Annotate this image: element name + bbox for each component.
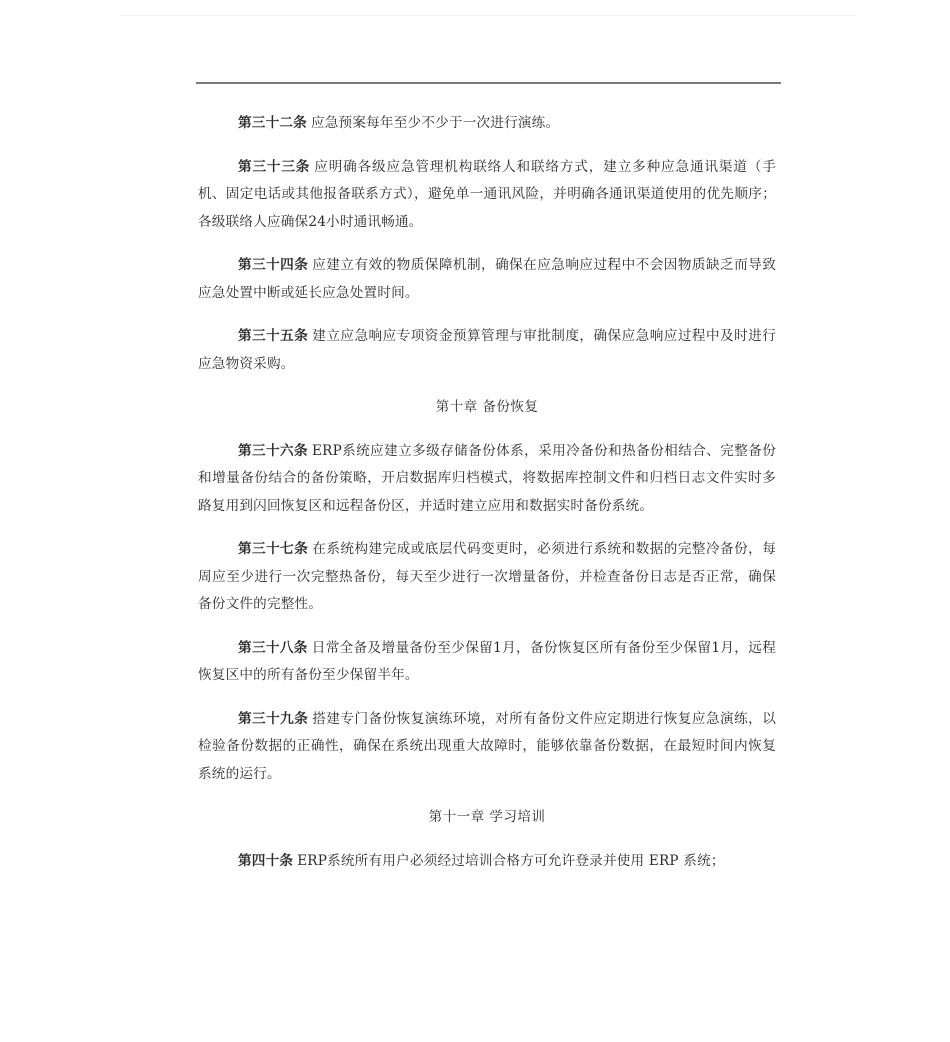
article-36 (198, 438, 776, 521)
article-text: 搭建专门备份恢复演练环境，对所有备份文件应定期进行恢复应急演练，以检验备份数据的正确性，确保在系统出现重大故障时，能够依靠备份数据，在最短时间内恢复系统的运行。 (198, 710, 776, 782)
article-39 (198, 706, 776, 789)
article-33 (198, 154, 776, 237)
article-text: 应明确各级应急管理机构联络人和联络方式，建立多种应急通讯渠道（手机、固定电话或其他报备联系方式），避免单一通讯风险，并明确各通讯渠道使用的优先顺序；各级联络人应确保24小时通讯畅通。 (198, 158, 776, 230)
article-text: 应急预案每年至少不少于一次进行演练。 (310, 115, 560, 131)
article-text: 在系统构建完成或底层代码变更时，必须进行系统和数据的完整冷备份，每周应至少进行一次完整热备份，每天至少进行一次增量备份，并检查备份日志是否正常，确保备份文件的完整性。 (198, 541, 776, 612)
article-text: 日常全备及增量备份至少保留1月，备份恢复区所有备份至少保留1月，远程恢复区中的所有备份至少保留半年。 (198, 639, 776, 683)
article-40 (198, 848, 776, 876)
article-text: ERP系统应建立多级存储备份体系，采用冷备份和热备份相结合、完整备份和增量备份结合的备份策略，开启数据库归档模式，将数据库控制文件和归档日志文件实时多路复用到闪回恢复区和远程备份区，并适时建立应用和数据实时备份系统。 (198, 442, 776, 514)
article-number: 第三十九条 (238, 710, 309, 727)
article-number: 第三十四条 (238, 257, 309, 273)
chapter-heading: 第十一章 学习培训 (428, 809, 546, 825)
article-35 (198, 323, 776, 378)
document-body (198, 110, 776, 891)
article-number: 第四十条 (238, 852, 294, 869)
article-text: 建立应急响应专项资金预算管理与审批制度，确保应急响应过程中及时进行应急物资采购。 (198, 328, 776, 372)
article-34 (198, 252, 776, 307)
article-text: 应建立有效的物质保障机制，确保在应急响应过程中不会因物质缺乏而导致应急处置中断或延长应急处置时间。 (198, 257, 776, 301)
article-number: 第三十三条 (238, 158, 311, 175)
article-number: 第三十六条 (238, 442, 309, 459)
header-rule (196, 82, 781, 84)
article-text: ERP系统所有用户必须经过培训合格方可允许登录并使用 ERP 系统； (297, 852, 725, 869)
article-number: 第三十七条 (238, 541, 309, 557)
article-38 (198, 635, 776, 690)
article-37 (198, 536, 776, 619)
page-top-edge (120, 15, 855, 16)
article-number: 第三十二条 (238, 115, 307, 131)
article-number: 第三十五条 (238, 328, 309, 344)
article-number: 第三十八条 (238, 639, 308, 656)
chapter-heading: 第十章 备份恢复 (435, 399, 539, 415)
article-32 (198, 110, 776, 138)
